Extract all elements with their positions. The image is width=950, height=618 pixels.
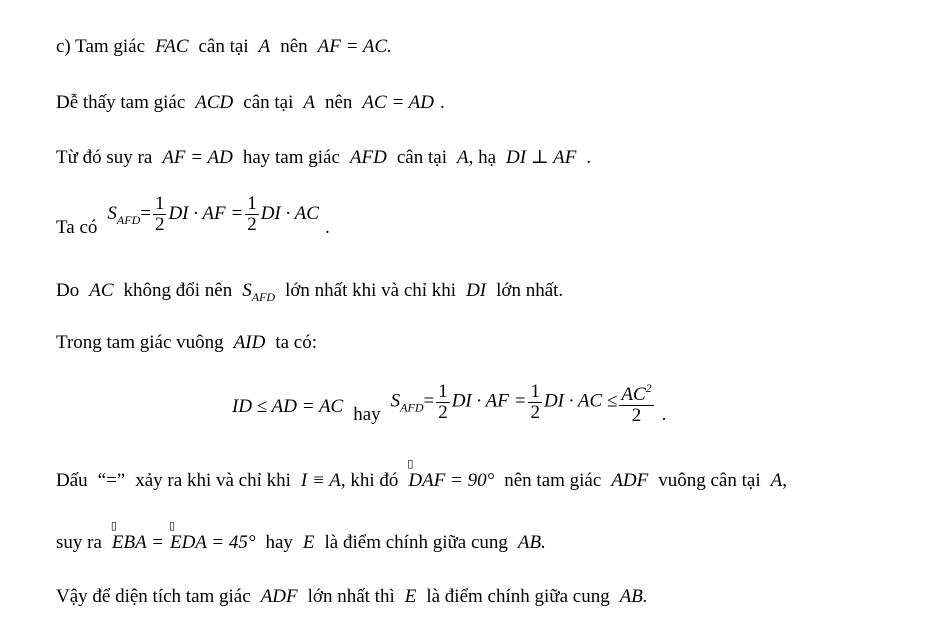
math-s: S (242, 280, 252, 301)
math: A (770, 470, 783, 491)
text: cân tại (243, 92, 294, 113)
text: . (586, 147, 592, 168)
text: hay tam giác (242, 147, 340, 168)
numerator (619, 378, 653, 405)
text: là điểm chính giữa cung (324, 532, 508, 553)
math: A (456, 147, 469, 168)
line-2 (56, 92, 445, 114)
math: AID (233, 332, 266, 353)
numerator: 1 (438, 380, 448, 402)
math: DI · AC (260, 202, 319, 224)
numerator: 1 (530, 380, 540, 402)
text: , (782, 470, 787, 491)
math: ADF (611, 470, 649, 491)
angle-mark: ▯ E (110, 520, 124, 553)
math: E (404, 586, 417, 607)
text: lớn nhất thì (307, 586, 395, 607)
subscript: AFD (251, 290, 276, 304)
denominator: 2 (619, 405, 653, 426)
superscript: 2 (645, 381, 652, 395)
math: DI · AC ≤ (543, 390, 618, 412)
fraction (245, 194, 259, 235)
text: nên (280, 36, 308, 57)
math: DI (466, 280, 487, 301)
line-5 (56, 280, 563, 305)
numerator: 1 (154, 193, 165, 214)
line-4 (56, 194, 330, 239)
math: = (140, 202, 151, 224)
text: , khi đó (340, 470, 399, 491)
text: cân tại (396, 147, 447, 168)
text: “=” (97, 470, 126, 491)
math: E (169, 532, 182, 553)
denominator: 2 (154, 214, 165, 235)
text: là điểm chính giữa cung (426, 586, 610, 607)
line-1 (56, 36, 392, 58)
angle-mark: ▯ E (168, 520, 182, 553)
math: AB. (619, 586, 648, 607)
text: Do (56, 280, 80, 301)
text: Dễ thấy tam giác (56, 92, 186, 113)
denominator: 2 (438, 401, 448, 423)
math: FAC (155, 36, 189, 57)
line-3 (56, 146, 591, 169)
math: ID ≤ AD = AC (232, 396, 344, 418)
text: Vậy để diện tích tam giác (56, 586, 251, 607)
subscript: AFD (400, 400, 424, 415)
text: Ta có (56, 216, 98, 238)
math: BA = (123, 532, 164, 553)
denominator: 2 (247, 214, 257, 235)
math: DI · AF = (451, 390, 527, 412)
math: AC (621, 384, 646, 405)
subscript: AFD (116, 212, 141, 227)
text: nên tam giác (504, 470, 602, 491)
math: DI · AF = (168, 202, 244, 224)
math-s: S (107, 202, 117, 224)
denominator: 2 (530, 401, 540, 423)
math: A (303, 92, 315, 113)
numerator: 1 (247, 193, 257, 214)
line-9 (56, 520, 546, 554)
text: ta có: (275, 332, 317, 353)
math: AFD (349, 147, 387, 168)
text: Trong tam giác vuông (56, 332, 224, 353)
text: xảy ra khi và chỉ khi (135, 470, 291, 491)
line-6 (56, 332, 317, 354)
math: = (423, 390, 435, 412)
line-8 (56, 458, 787, 492)
math: A (258, 36, 271, 57)
fraction (436, 382, 450, 423)
line-7 (232, 378, 666, 426)
math: E (111, 532, 124, 553)
text: lớn nhất. (496, 280, 564, 301)
text: hay (353, 404, 381, 426)
math: AF = AC. (317, 36, 392, 57)
text: . (440, 92, 445, 113)
text: . (661, 404, 667, 426)
text: suy ra (56, 532, 102, 553)
math: AC = AD (362, 92, 435, 113)
text: không đổi nên (123, 280, 233, 301)
text: Dấu (56, 470, 88, 491)
text: nên (324, 92, 353, 113)
math: I ≡ A (300, 470, 341, 491)
text: , hạ (468, 147, 497, 168)
math: DA = 45° (181, 532, 256, 553)
math: DI ⊥ AF (506, 147, 577, 168)
math-s: S (390, 390, 401, 412)
math: AB. (517, 532, 546, 553)
text: lớn nhất khi và chỉ khi (285, 280, 457, 301)
text: vuông cân tại (658, 470, 761, 491)
text: hay (265, 532, 293, 553)
text: Từ đó suy ra (56, 147, 153, 168)
math: AC (89, 280, 114, 301)
angle-mark: ▯ D (407, 458, 423, 491)
math: AF = AD (162, 147, 233, 168)
text: c) Tam giác (56, 36, 146, 57)
math: ACD (195, 92, 234, 113)
line-10 (56, 586, 648, 608)
math: E (302, 532, 315, 553)
text: . (324, 216, 330, 238)
fraction (528, 382, 542, 423)
text: cân tại (198, 36, 249, 57)
math: AF = 90° (422, 470, 495, 491)
math: ADF (260, 586, 298, 607)
fraction (153, 194, 167, 235)
fraction (619, 378, 653, 426)
math: D (408, 470, 423, 491)
